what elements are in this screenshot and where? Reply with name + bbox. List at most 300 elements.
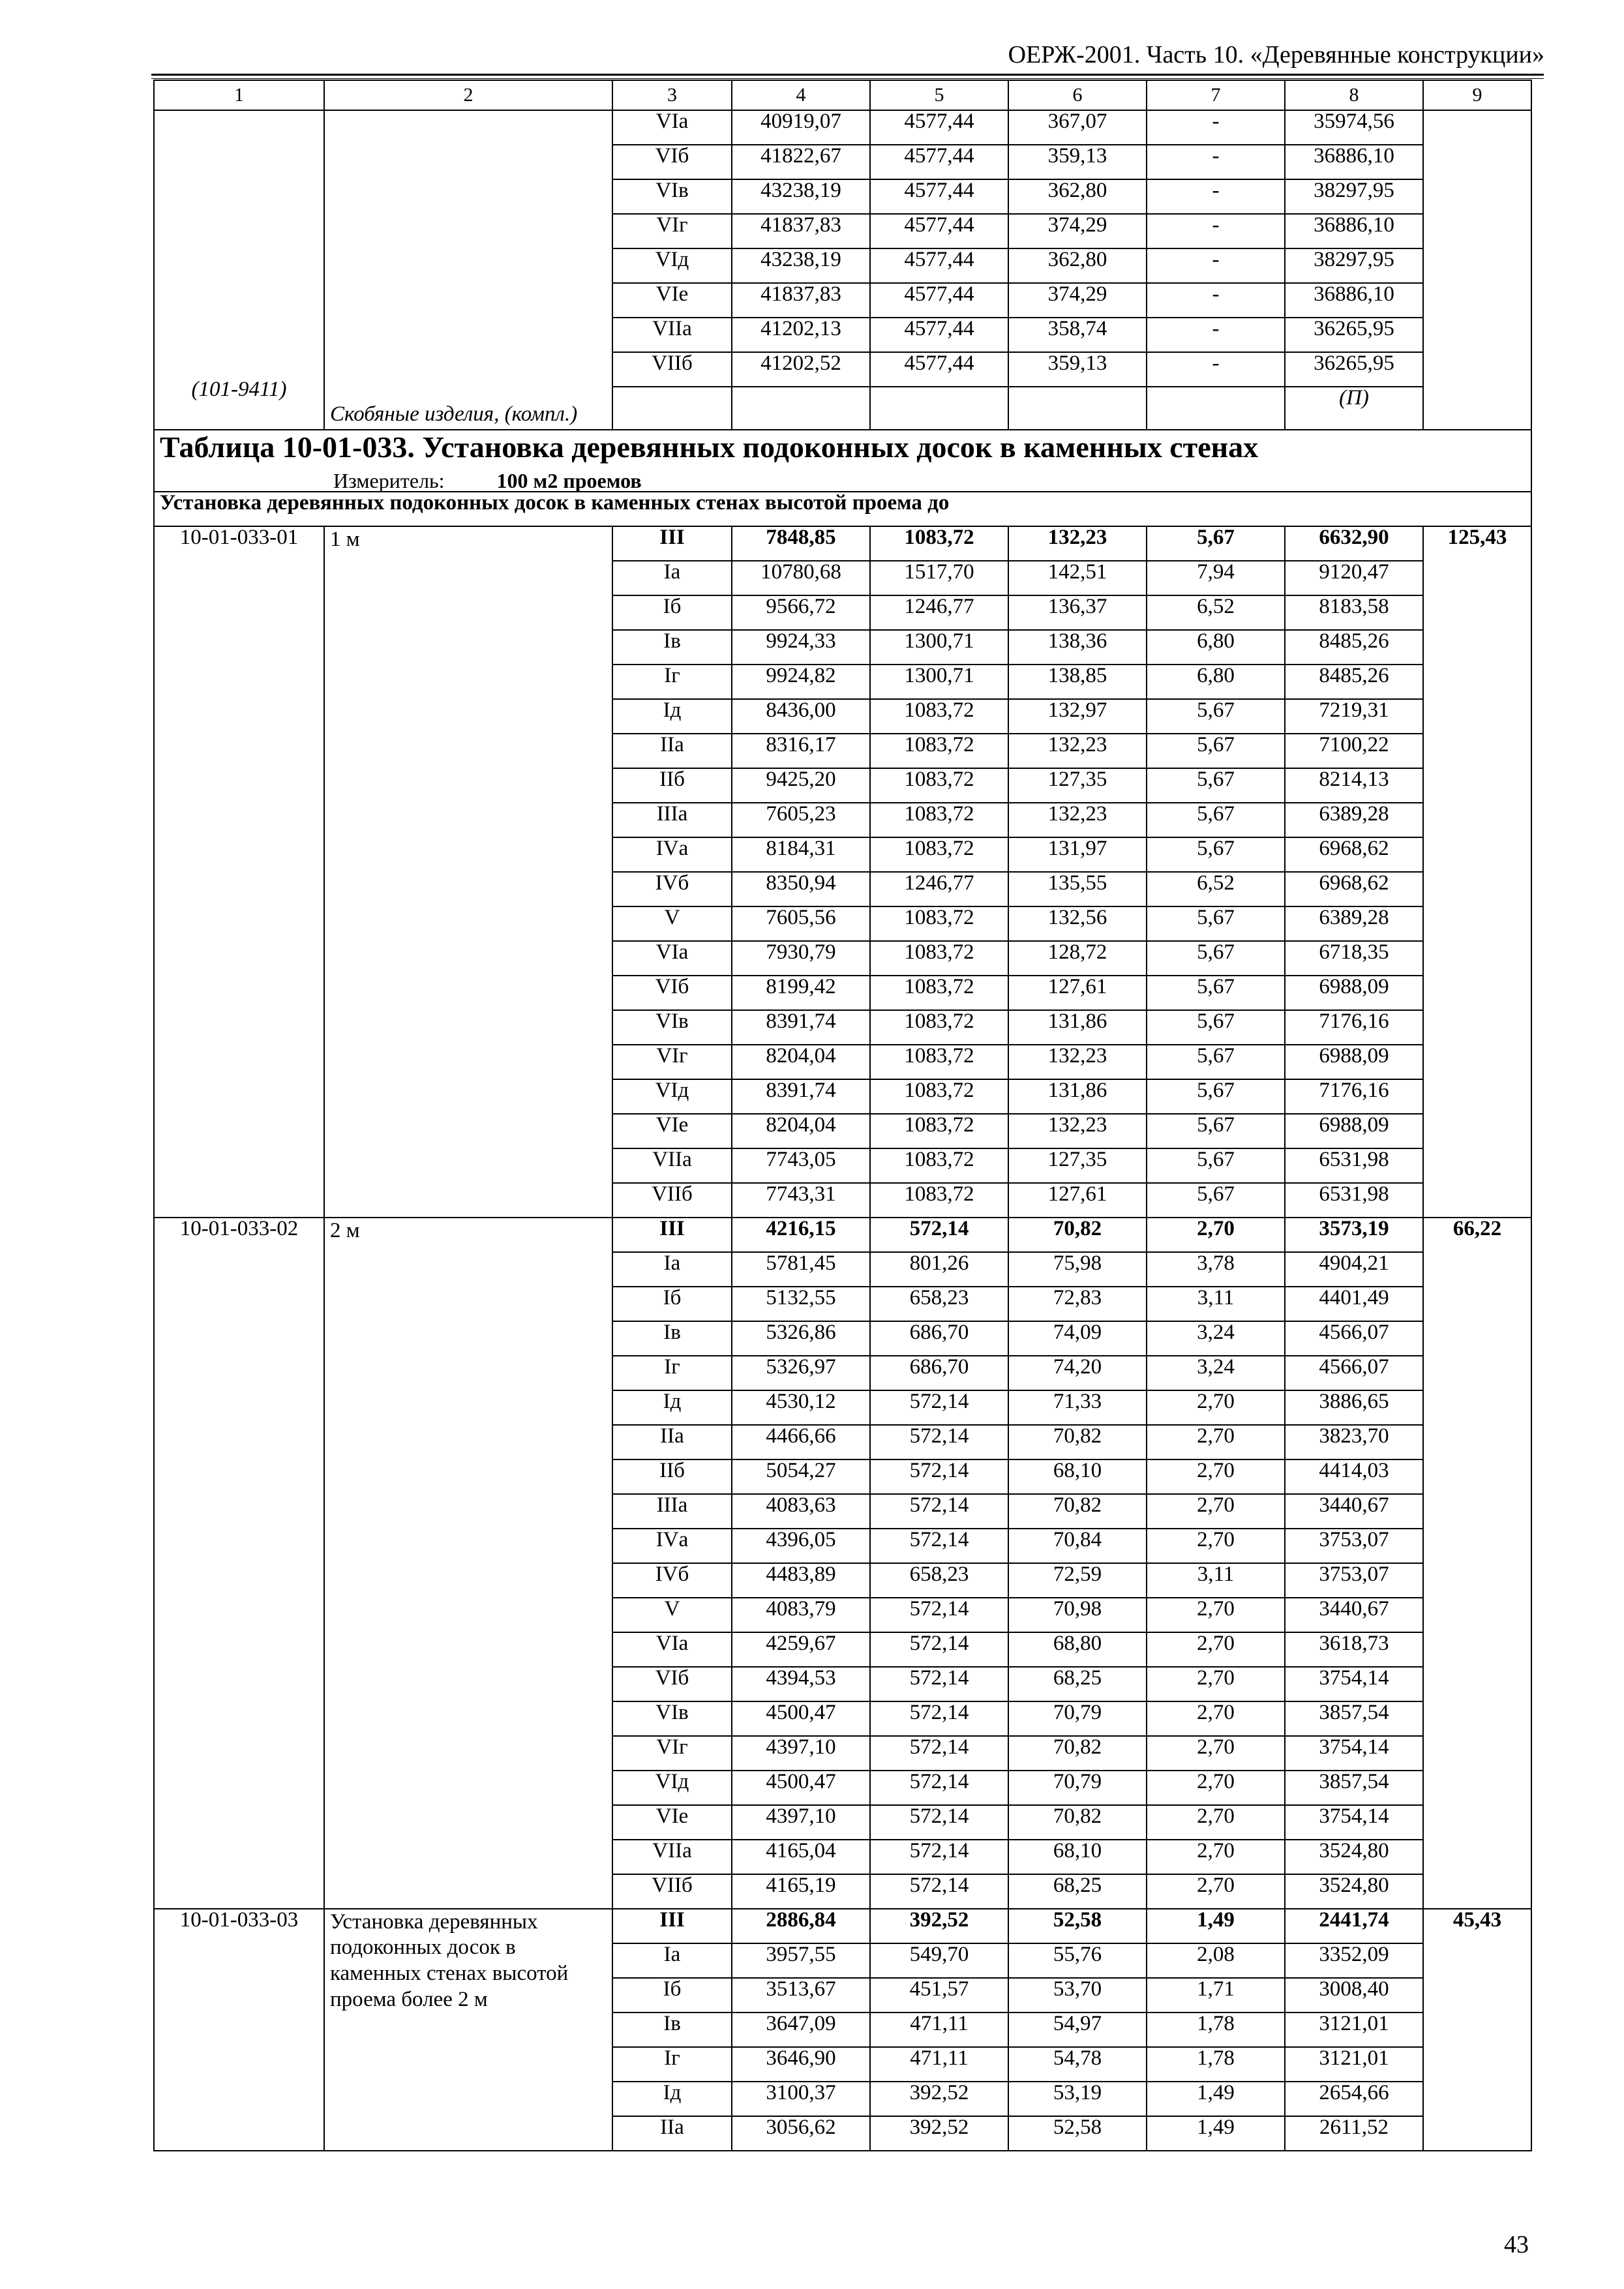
- value-cell: 572,14: [870, 1494, 1008, 1529]
- value-cell: 1083,72: [870, 526, 1008, 561]
- zone-cell: VIIа: [612, 1148, 732, 1183]
- value-cell: 8485,26: [1285, 665, 1423, 699]
- value-cell: 53,70: [1008, 1978, 1147, 2012]
- value-cell: 6988,09: [1285, 1114, 1423, 1148]
- header-rule: [151, 74, 1544, 76]
- value-cell: 1517,70: [870, 561, 1008, 595]
- value-cell: 572,14: [870, 1425, 1008, 1459]
- value-cell: 1,49: [1147, 2116, 1285, 2151]
- table-row: [154, 1218, 1531, 1252]
- value-cell: 572,14: [870, 1874, 1008, 1909]
- value-cell: 658,23: [870, 1287, 1008, 1321]
- value-cell: 7605,23: [732, 803, 870, 837]
- value-cell: 4397,10: [732, 1805, 870, 1840]
- value-cell: 4577,44: [870, 110, 1008, 145]
- value-cell: 38297,95: [1285, 179, 1423, 214]
- value-cell: 3957,55: [732, 1943, 870, 1978]
- value-cell: 4500,47: [732, 1771, 870, 1805]
- entry-description: 2 м: [324, 1218, 612, 1909]
- zone-cell: VIд: [612, 248, 732, 283]
- value-cell: 6389,28: [1285, 906, 1423, 941]
- value-cell: 392,52: [870, 1909, 1008, 1943]
- value-cell: 2,70: [1147, 1701, 1285, 1736]
- zone-cell: VIд: [612, 1771, 732, 1805]
- value-cell: 5,67: [1147, 941, 1285, 976]
- value-cell: 4083,79: [732, 1598, 870, 1632]
- value-cell: 4530,12: [732, 1390, 870, 1425]
- zone-cell: IVб: [612, 872, 732, 906]
- value-cell: 8183,58: [1285, 595, 1423, 630]
- value-cell: 4577,44: [870, 352, 1008, 387]
- zone-cell: VIIа: [612, 1840, 732, 1874]
- zone-cell: Iд: [612, 2082, 732, 2116]
- value-cell: 1083,72: [870, 1148, 1008, 1183]
- value-cell: 8316,17: [732, 734, 870, 768]
- value-cell: 131,97: [1008, 837, 1147, 872]
- value-cell: 3056,62: [732, 2116, 870, 2151]
- value-cell: 1246,77: [870, 595, 1008, 630]
- zone-cell: Iб: [612, 1978, 732, 2012]
- value-cell: 572,14: [870, 1459, 1008, 1494]
- value-cell: 572,14: [870, 1529, 1008, 1563]
- value-cell: 8391,74: [732, 1010, 870, 1045]
- zone-cell: VIг: [612, 1045, 732, 1079]
- zone-cell: VIб: [612, 976, 732, 1010]
- value-cell: 5326,97: [732, 1356, 870, 1390]
- value-cell: 127,35: [1008, 768, 1147, 803]
- value-cell: 572,14: [870, 1771, 1008, 1805]
- value-cell: 6988,09: [1285, 976, 1423, 1010]
- value-cell: 4165,19: [732, 1874, 870, 1909]
- value-cell: 572,14: [870, 1736, 1008, 1771]
- value-cell: 1083,72: [870, 941, 1008, 976]
- value-cell: -: [1147, 179, 1285, 214]
- value-cell: 4904,21: [1285, 1252, 1423, 1287]
- value-cell: 131,86: [1008, 1079, 1147, 1114]
- value-cell: 43238,19: [732, 248, 870, 283]
- table-row: [154, 526, 1531, 561]
- value-cell: 7930,79: [732, 941, 870, 976]
- zone-cell: VIб: [612, 145, 732, 179]
- value-cell: 53,19: [1008, 2082, 1147, 2116]
- value-cell: 5132,55: [732, 1287, 870, 1321]
- value-cell: 3,24: [1147, 1321, 1285, 1356]
- value-cell: 41837,83: [732, 283, 870, 318]
- value-cell: 3,11: [1147, 1563, 1285, 1598]
- value-cell: 3352,09: [1285, 1943, 1423, 1978]
- column-number: 1: [154, 80, 324, 110]
- value-cell: 3573,19: [1285, 1218, 1423, 1252]
- column-number-row: [154, 80, 1531, 110]
- value-cell: 9924,82: [732, 665, 870, 699]
- value-cell: 3513,67: [732, 1978, 870, 2012]
- value-cell: 1083,72: [870, 1183, 1008, 1218]
- value-cell: 8214,13: [1285, 768, 1423, 803]
- value-cell: 4577,44: [870, 318, 1008, 352]
- value-cell: 41822,67: [732, 145, 870, 179]
- value-cell: 3618,73: [1285, 1632, 1423, 1667]
- zone-cell: VIа: [612, 110, 732, 145]
- zone-cell: Iд: [612, 699, 732, 734]
- value-cell: 36886,10: [1285, 214, 1423, 248]
- empty-cell: [612, 387, 732, 430]
- page-number: 43: [1504, 2231, 1529, 2258]
- empty-cell: [732, 387, 870, 430]
- value-cell: 572,14: [870, 1701, 1008, 1736]
- value-cell: 8391,74: [732, 1079, 870, 1114]
- value-cell: 70,82: [1008, 1425, 1147, 1459]
- value-cell: 1,78: [1147, 2047, 1285, 2082]
- value-cell: 6531,98: [1285, 1183, 1423, 1218]
- value-cell: 3440,67: [1285, 1494, 1423, 1529]
- zone-cell: IIа: [612, 1425, 732, 1459]
- value-cell: 2,70: [1147, 1218, 1285, 1252]
- value-cell: 5,67: [1147, 803, 1285, 837]
- value-cell: 392,52: [870, 2082, 1008, 2116]
- value-cell: 2,70: [1147, 1529, 1285, 1563]
- value-cell: 3121,01: [1285, 2047, 1423, 2082]
- zone-cell: III: [612, 1909, 732, 1943]
- empty-cell: [1147, 387, 1285, 430]
- zone-cell: Iг: [612, 665, 732, 699]
- zone-cell: IVб: [612, 1563, 732, 1598]
- value-cell: 36886,10: [1285, 145, 1423, 179]
- value-cell: 4394,53: [732, 1667, 870, 1701]
- value-cell: 3753,07: [1285, 1529, 1423, 1563]
- zone-cell: IVа: [612, 1529, 732, 1563]
- value-cell: 3823,70: [1285, 1425, 1423, 1459]
- entry-description: Установка деревянных подоконных досок в каменных стенах высотой проема более 2 м: [324, 1909, 612, 2151]
- value-cell: 4165,04: [732, 1840, 870, 1874]
- value-cell: 4396,05: [732, 1529, 870, 1563]
- value-cell: 70,82: [1008, 1494, 1147, 1529]
- entry-description: 1 м: [324, 526, 612, 1218]
- value-cell: 5,67: [1147, 1148, 1285, 1183]
- value-cell: 68,80: [1008, 1632, 1147, 1667]
- value-cell: 2,70: [1147, 1736, 1285, 1771]
- zone-cell: VIг: [612, 214, 732, 248]
- value-cell: 1300,71: [870, 630, 1008, 665]
- zone-cell: V: [612, 906, 732, 941]
- value-cell: 4577,44: [870, 283, 1008, 318]
- value-cell: -: [1147, 318, 1285, 352]
- value-cell: 1246,77: [870, 872, 1008, 906]
- column-number: 9: [1423, 80, 1531, 110]
- value-cell: 8204,04: [732, 1045, 870, 1079]
- zone-cell: VIв: [612, 179, 732, 214]
- subheading-row: [154, 492, 1531, 526]
- value-cell: 127,61: [1008, 976, 1147, 1010]
- zone-cell: IIIа: [612, 803, 732, 837]
- value-cell: 55,76: [1008, 1943, 1147, 1978]
- value-cell: -: [1147, 248, 1285, 283]
- zone-cell: Iд: [612, 1390, 732, 1425]
- column-number: 8: [1285, 80, 1423, 110]
- value-cell: 2,70: [1147, 1840, 1285, 1874]
- entry-weight: 45,43: [1423, 1909, 1531, 2151]
- value-cell: 7743,31: [732, 1183, 870, 1218]
- value-cell: 359,13: [1008, 145, 1147, 179]
- value-cell: 6389,28: [1285, 803, 1423, 837]
- entry-weight: 66,22: [1423, 1218, 1531, 1909]
- value-cell: 52,58: [1008, 2116, 1147, 2151]
- value-cell: 68,25: [1008, 1667, 1147, 1701]
- value-cell: 10780,68: [732, 561, 870, 595]
- value-cell: 131,86: [1008, 1010, 1147, 1045]
- value-cell: 132,23: [1008, 526, 1147, 561]
- value-cell: 9566,72: [732, 595, 870, 630]
- table-title-cell: [154, 430, 1531, 492]
- value-cell: -: [1147, 214, 1285, 248]
- value-cell: 2,70: [1147, 1459, 1285, 1494]
- zone-cell: IIа: [612, 734, 732, 768]
- value-cell: 6988,09: [1285, 1045, 1423, 1079]
- value-cell: 3524,80: [1285, 1874, 1423, 1909]
- value-cell: 6531,98: [1285, 1148, 1423, 1183]
- value-cell: 1,49: [1147, 1909, 1285, 1943]
- value-cell: 41202,13: [732, 318, 870, 352]
- value-cell: -: [1147, 283, 1285, 318]
- value-cell: 74,09: [1008, 1321, 1147, 1356]
- value-cell: 2611,52: [1285, 2116, 1423, 2151]
- value-cell: 138,36: [1008, 630, 1147, 665]
- value-cell: 3857,54: [1285, 1771, 1423, 1805]
- value-cell: 3857,54: [1285, 1701, 1423, 1736]
- zone-cell: VIб: [612, 1667, 732, 1701]
- entry-code: 10-01-033-02: [154, 1218, 324, 1909]
- value-cell: -: [1147, 145, 1285, 179]
- value-cell: 5,67: [1147, 1183, 1285, 1218]
- zone-cell: Iа: [612, 1943, 732, 1978]
- value-cell: 7,94: [1147, 561, 1285, 595]
- empty-cell: [1008, 387, 1147, 430]
- value-cell: 5054,27: [732, 1459, 870, 1494]
- value-cell: 4466,66: [732, 1425, 870, 1459]
- value-cell: 36265,95: [1285, 352, 1423, 387]
- value-cell: 5,67: [1147, 837, 1285, 872]
- value-cell: 572,14: [870, 1667, 1008, 1701]
- value-cell: 68,10: [1008, 1840, 1147, 1874]
- value-cell: 1,49: [1147, 2082, 1285, 2116]
- value-cell: 572,14: [870, 1218, 1008, 1252]
- value-cell: 4083,63: [732, 1494, 870, 1529]
- value-cell: 128,72: [1008, 941, 1147, 976]
- value-cell: 68,10: [1008, 1459, 1147, 1494]
- value-cell: 2,70: [1147, 1874, 1285, 1909]
- value-cell: 658,23: [870, 1563, 1008, 1598]
- zone-cell: IIа: [612, 2116, 732, 2151]
- value-cell: 43238,19: [732, 179, 870, 214]
- value-cell: 5,67: [1147, 1079, 1285, 1114]
- value-cell: 7848,85: [732, 526, 870, 561]
- value-cell: 4500,47: [732, 1701, 870, 1736]
- value-cell: -: [1147, 110, 1285, 145]
- value-cell: 1083,72: [870, 1045, 1008, 1079]
- value-cell: 5,67: [1147, 734, 1285, 768]
- value-cell: 7219,31: [1285, 699, 1423, 734]
- value-cell: 72,83: [1008, 1287, 1147, 1321]
- running-header: ОЕРЖ-2001. Часть 10. «Деревянные конструкции»: [1008, 41, 1544, 68]
- value-cell: 41202,52: [732, 352, 870, 387]
- zone-cell: Iв: [612, 1321, 732, 1356]
- value-cell: 3647,09: [732, 2012, 870, 2047]
- value-cell: 70,82: [1008, 1218, 1147, 1252]
- value-cell: 6,80: [1147, 630, 1285, 665]
- value-cell: 5,67: [1147, 526, 1285, 561]
- zone-cell: Iа: [612, 561, 732, 595]
- value-cell: 70,79: [1008, 1701, 1147, 1736]
- value-cell: 68,25: [1008, 1874, 1147, 1909]
- value-cell: 572,14: [870, 1805, 1008, 1840]
- value-cell: 3008,40: [1285, 1978, 1423, 2012]
- zone-cell: VIд: [612, 1079, 732, 1114]
- value-cell: 8436,00: [732, 699, 870, 734]
- value-cell: 9120,47: [1285, 561, 1423, 595]
- value-cell: 70,98: [1008, 1598, 1147, 1632]
- value-cell: 2,70: [1147, 1805, 1285, 1840]
- column-number: 3: [612, 80, 732, 110]
- resource-code-cell: [154, 110, 324, 430]
- value-cell: 3646,90: [732, 2047, 870, 2082]
- value-cell: 6718,35: [1285, 941, 1423, 976]
- zone-cell: V: [612, 1598, 732, 1632]
- empty-cell: [870, 387, 1008, 430]
- value-cell: 3100,37: [732, 2082, 870, 2116]
- value-cell: 374,29: [1008, 214, 1147, 248]
- value-cell: 4577,44: [870, 179, 1008, 214]
- value-cell: 362,80: [1008, 179, 1147, 214]
- zone-cell: Iв: [612, 2012, 732, 2047]
- value-cell: 4566,07: [1285, 1356, 1423, 1390]
- value-cell: 7743,05: [732, 1148, 870, 1183]
- measurer-label: Измеритель:: [333, 468, 445, 492]
- weight-cell: [1423, 110, 1531, 430]
- value-cell: 2,70: [1147, 1494, 1285, 1529]
- column-number: 7: [1147, 80, 1285, 110]
- value-cell: 549,70: [870, 1943, 1008, 1978]
- value-cell: 1083,72: [870, 1114, 1008, 1148]
- value-cell: 1083,72: [870, 768, 1008, 803]
- value-cell: 54,97: [1008, 2012, 1147, 2047]
- value-cell: 1300,71: [870, 665, 1008, 699]
- value-cell: 5,67: [1147, 768, 1285, 803]
- value-cell: 374,29: [1008, 283, 1147, 318]
- value-cell: 1083,72: [870, 803, 1008, 837]
- value-cell: 572,14: [870, 1390, 1008, 1425]
- value-cell: 41837,83: [732, 214, 870, 248]
- value-cell: 3754,14: [1285, 1667, 1423, 1701]
- value-cell: -: [1147, 352, 1285, 387]
- value-cell: 72,59: [1008, 1563, 1147, 1598]
- value-cell: 6,52: [1147, 872, 1285, 906]
- value-cell: 5,67: [1147, 699, 1285, 734]
- value-cell: 1083,72: [870, 734, 1008, 768]
- zone-cell: Iг: [612, 2047, 732, 2082]
- value-cell: 359,13: [1008, 352, 1147, 387]
- value-cell: 451,57: [870, 1978, 1008, 2012]
- value-cell: 71,33: [1008, 1390, 1147, 1425]
- zone-cell: III: [612, 1218, 732, 1252]
- value-cell: 1083,72: [870, 906, 1008, 941]
- value-cell: 392,52: [870, 2116, 1008, 2151]
- value-cell: 1083,72: [870, 699, 1008, 734]
- value-cell: 3,78: [1147, 1252, 1285, 1287]
- resource-name-cell: [324, 110, 612, 430]
- value-cell: 8350,94: [732, 872, 870, 906]
- value-cell: 3754,14: [1285, 1805, 1423, 1840]
- zone-cell: VIIа: [612, 318, 732, 352]
- zone-cell: Iв: [612, 630, 732, 665]
- value-cell: 2886,84: [732, 1909, 870, 1943]
- resource-code: (101-9411): [191, 378, 287, 401]
- value-cell: 6632,90: [1285, 526, 1423, 561]
- value-cell: 4414,03: [1285, 1459, 1423, 1494]
- zone-cell: III: [612, 526, 732, 561]
- value-cell: 2654,66: [1285, 2082, 1423, 2116]
- value-cell: 5,67: [1147, 976, 1285, 1010]
- value-cell: 136,37: [1008, 595, 1147, 630]
- value-cell: 142,51: [1008, 561, 1147, 595]
- value-cell: 4397,10: [732, 1736, 870, 1771]
- value-cell: 5,67: [1147, 1114, 1285, 1148]
- value-cell: 2,70: [1147, 1667, 1285, 1701]
- value-cell: 132,23: [1008, 1114, 1147, 1148]
- value-cell: 686,70: [870, 1321, 1008, 1356]
- value-cell: 2,70: [1147, 1598, 1285, 1632]
- subheading: Установка деревянных подоконных досок в каменных стенах высотой проема до: [154, 492, 1531, 526]
- value-cell: 4566,07: [1285, 1321, 1423, 1356]
- value-cell: 7605,56: [732, 906, 870, 941]
- value-cell: 4483,89: [732, 1563, 870, 1598]
- value-cell: 135,55: [1008, 872, 1147, 906]
- value-cell: 132,23: [1008, 803, 1147, 837]
- value-cell: 5,67: [1147, 1010, 1285, 1045]
- value-cell: 367,07: [1008, 110, 1147, 145]
- value-cell: 2441,74: [1285, 1909, 1423, 1943]
- value-cell: 3753,07: [1285, 1563, 1423, 1598]
- value-cell: 5781,45: [732, 1252, 870, 1287]
- value-cell: 1083,72: [870, 837, 1008, 872]
- value-cell: 8485,26: [1285, 630, 1423, 665]
- table-title-row: [154, 430, 1531, 492]
- zone-cell: VIе: [612, 1114, 732, 1148]
- value-cell: 5326,86: [732, 1321, 870, 1356]
- value-cell: 3,24: [1147, 1356, 1285, 1390]
- zone-cell: VIг: [612, 1736, 732, 1771]
- resource-name: Скобяные изделия, (компл.): [330, 402, 578, 426]
- entry-code: 10-01-033-01: [154, 526, 324, 1218]
- value-cell: 362,80: [1008, 248, 1147, 283]
- zone-cell: VIе: [612, 1805, 732, 1840]
- rates-table: [153, 80, 1532, 2151]
- value-cell: 132,23: [1008, 1045, 1147, 1079]
- value-cell: 1,71: [1147, 1978, 1285, 2012]
- value-cell: 8204,04: [732, 1114, 870, 1148]
- value-cell: 3754,14: [1285, 1736, 1423, 1771]
- value-cell: 6,52: [1147, 595, 1285, 630]
- value-cell: 36886,10: [1285, 283, 1423, 318]
- zone-cell: IIб: [612, 1459, 732, 1494]
- value-cell: 4577,44: [870, 214, 1008, 248]
- value-cell: 5,67: [1147, 906, 1285, 941]
- value-cell: 3,11: [1147, 1287, 1285, 1321]
- table-row: [154, 1909, 1531, 1943]
- value-cell: 127,61: [1008, 1183, 1147, 1218]
- value-cell: 5,67: [1147, 1045, 1285, 1079]
- value-cell: 52,58: [1008, 1909, 1147, 1943]
- value-cell: 138,85: [1008, 665, 1147, 699]
- value-cell: 1083,72: [870, 1079, 1008, 1114]
